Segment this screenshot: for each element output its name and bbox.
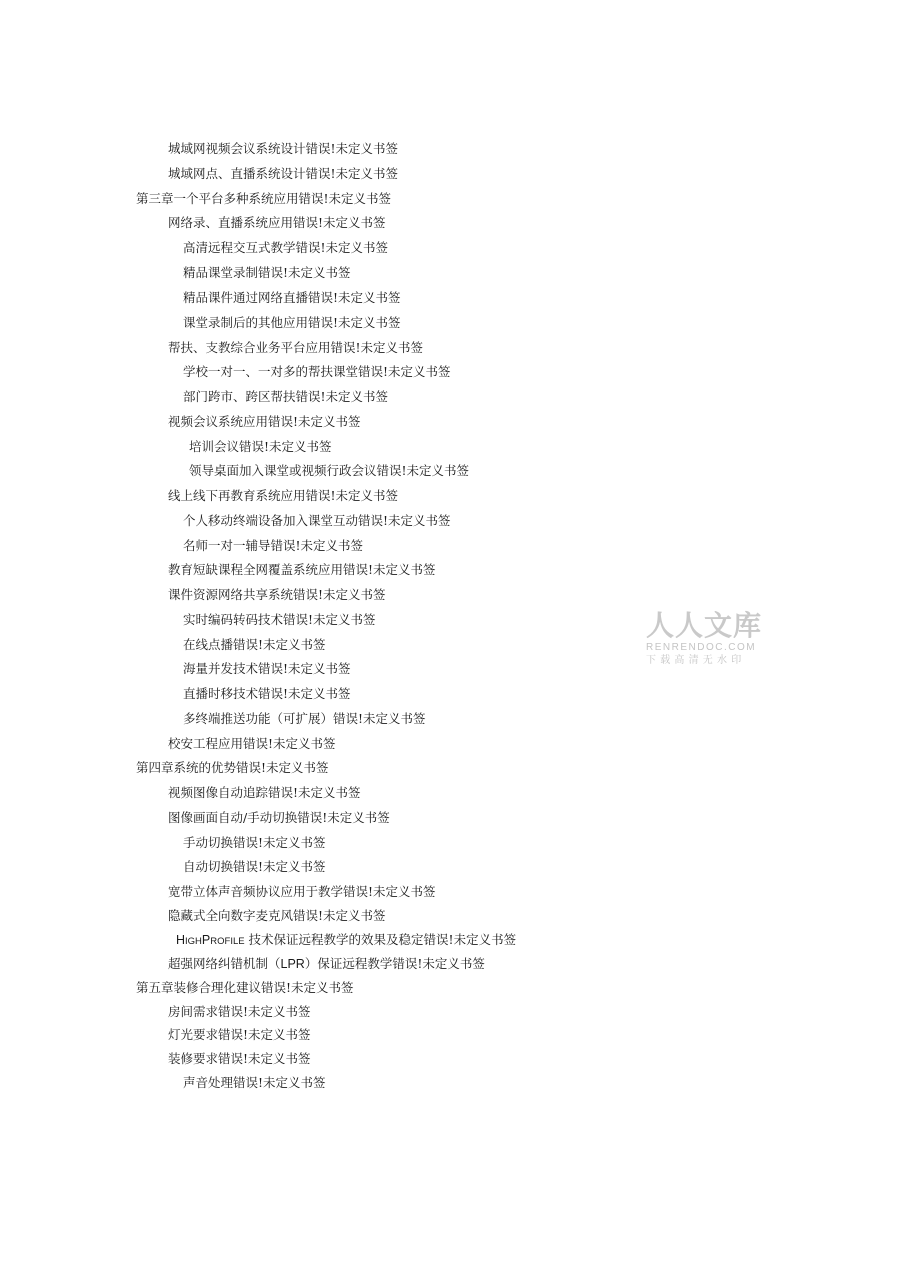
toc-subentry[interactable]: 实时编码转码技术错误!未定义书签 (183, 612, 376, 627)
watermark-logo (646, 610, 776, 668)
toc-chapter-entry[interactable]: 第五章装修合理化建议错误!未定义书签 (136, 980, 354, 995)
toc-subentry[interactable]: 高清远程交互式教学错误!未定义书签 (183, 240, 389, 255)
watermark-slogan: 下载高清无水印 (646, 655, 746, 666)
toc-entry[interactable]: 视频图像自动追踪错误!未定义书签 (168, 785, 361, 800)
toc-subentry[interactable]: 手动切换错误!未定义书签 (183, 835, 326, 850)
toc-entry[interactable]: 课件资源网络共享系统错误!未定义书签 (168, 587, 386, 602)
toc-subentry[interactable]: 精品课堂录制错误!未定义书签 (183, 265, 351, 280)
toc-subentry[interactable]: 个人移动终端设备加入课堂互动错误!未定义书签 (183, 513, 451, 528)
toc-entry[interactable]: 隐藏式全向数字麦克风错误!未定义书签 (168, 908, 386, 923)
toc-entry[interactable]: 帮扶、支教综合业务平台应用错误!未定义书签 (168, 340, 424, 355)
toc-entry[interactable]: 校安工程应用错误!未定义书签 (168, 736, 336, 751)
small-caps-initial: H (176, 933, 186, 947)
toc-subentry[interactable]: 课堂录制后的其他应用错误!未定义书签 (183, 315, 401, 330)
toc-entry[interactable]: 城域网视频会议系统设计错误!未定义书签 (168, 141, 399, 156)
toc-subentry[interactable]: 直播时移技术错误!未定义书签 (183, 686, 351, 701)
toc-subentry[interactable]: 部门跨市、跨区帮扶错误!未定义书签 (183, 389, 389, 404)
toc-chapter-entry[interactable]: 第三章一个平台多种系统应用错误!未定义书签 (136, 191, 392, 206)
acronym: LPR (280, 957, 305, 971)
toc-subentry[interactable]: 学校一对一、一对多的帮扶课堂错误!未定义书签 (183, 364, 451, 379)
small-caps-text: ROFILE (210, 936, 245, 947)
toc-entry[interactable]: 房间需求错误!未定义书签 (168, 1004, 311, 1019)
watermark-domain: RENRENDOC.COM (646, 642, 757, 653)
toc-entry[interactable]: 网络录、直播系统应用错误!未定义书签 (168, 215, 386, 230)
toc-entry[interactable] (176, 932, 516, 948)
toc-entry[interactable]: 图像画面自动/手动切换错误!未定义书签 (168, 810, 390, 825)
toc-entry[interactable]: 线上线下再教育系统应用错误!未定义书签 (168, 488, 399, 503)
toc-entry-text: 技术保证远程教学的效果及稳定错误!未定义书签 (244, 932, 517, 947)
small-caps-initial: P (201, 933, 211, 947)
toc-subentry[interactable]: 多终端推送功能（可扩展）错误!未定义书签 (183, 711, 426, 726)
toc-subentry[interactable]: 领导桌面加入课堂或视频行政会议错误!未定义书签 (189, 463, 470, 478)
toc-entry[interactable]: 宽带立体声音频协议应用于教学错误!未定义书签 (168, 884, 436, 899)
toc-subentry[interactable]: 海量并发技术错误!未定义书签 (183, 661, 351, 676)
watermark-title: 人人文库 (646, 609, 763, 642)
toc-subentry[interactable]: 精品课件通过网络直播错误!未定义书签 (183, 290, 401, 305)
toc-entry[interactable]: 视频会议系统应用错误!未定义书签 (168, 414, 361, 429)
toc-entry[interactable]: 教育短缺课程全网覆盖系统应用错误!未定义书签 (168, 562, 436, 577)
toc-subentry[interactable]: 在线点播错误!未定义书签 (183, 637, 326, 652)
toc-entry-text: 超强网络纠错机制（ (168, 956, 281, 971)
toc-subentry[interactable]: 声音处理错误!未定义书签 (183, 1075, 326, 1090)
small-caps-text: IGH (185, 936, 202, 947)
toc-entry[interactable]: 灯光要求错误!未定义书签 (168, 1027, 311, 1042)
toc-subentry[interactable]: 名师一对一辅导错误!未定义书签 (183, 538, 364, 553)
toc-entry[interactable]: 装修要求错误!未定义书签 (168, 1051, 311, 1066)
toc-subentry[interactable]: 培训会议错误!未定义书签 (189, 439, 332, 454)
toc-chapter-entry[interactable]: 第四章系统的优势错误!未定义书签 (136, 760, 329, 775)
toc-entry-text: ）保证远程教学错误!未定义书签 (304, 956, 485, 971)
toc-subentry[interactable]: 自动切换错误!未定义书签 (183, 859, 326, 874)
toc-entry[interactable] (168, 956, 485, 972)
toc-entry[interactable]: 城域网点、直播系统设计错误!未定义书签 (168, 166, 399, 181)
